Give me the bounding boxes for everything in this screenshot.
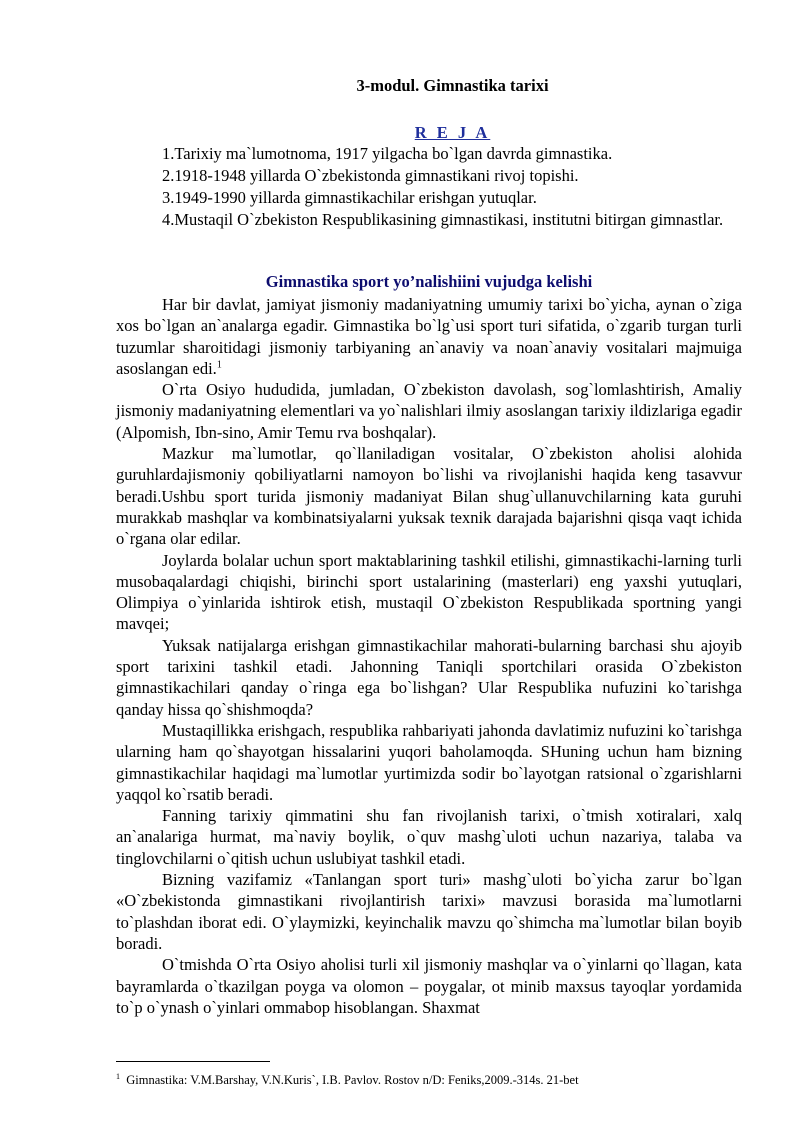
paragraph-text: Har bir davlat, jamiyat jismoniy madaniyatning umumiy tarixi bo`yicha, aynan o`ziga xos bo`lgan an`analarga egadir. Gimnastika bo`lg`usi sport turi sifatida, o`zgarib turgan turli tuzumlar sharoitidagi jismoniy tarbiyaning an`anaviy va noan`anaviy vositalari majmuiga asoslangan edi. bbox=[116, 295, 742, 378]
paragraph: Joylarda bolalar uchun sport maktablarining tashkil etilishi, gimnastikachi-larning turli musobaqalardagi chiqishi, birinchi sport ustalarining (masterlari) eng yaxshi yutuqlari, Olimpiya o`yinlarida ishtirok etish, mustaqil O`zbekiston Respublikada sportning yangi mavqei; bbox=[116, 550, 742, 634]
plan-item: 3.1949-1990 yillarda gimnastikachilar erishgan yutuqlar. bbox=[162, 188, 537, 207]
plan-item: 4.Mustaqil O`zbekiston Respublikasining gimnastikasi, institutni bitirgan gimnastlar. bbox=[162, 210, 724, 229]
module-title: 3-modul. Gimnastika tarixi bbox=[356, 76, 549, 95]
paragraph: Fanning tarixiy qimmatini shu fan rivojlanish tarixi, o`tmish xotiralari, xalq an`analariga hurmat, ma`naviy boylik, o`quv mashg`uloti uchun nazariya, talaba va tinglovchilarni o`qitish uchun uslubiyat tashkil etadi. bbox=[116, 806, 742, 868]
footnote-divider bbox=[116, 1061, 270, 1062]
paragraph: Mustaqillikka erishgach, respublika rahbariyati jahonda davlatimiz nufuzini ko`tarishga ularning ham qo`shayotgan hissalarini yuqori baholamoqda. SHuning uchun ham bizning gimnastikachilar haqidagi ma`lumotlar yurtimizda sodir bo`layotgan ratsional o`zgarishlarni yaqqol ko`rsatib beradi. bbox=[116, 720, 742, 804]
paragraph: O`rta Osiyo hududida, jumladan, O`zbekiston davolash, sog`lomlashtirish, Amaliy jismoniy madaniyatning elementlari va yo`nalishlari ilmiy asoslangan tarixiy ildizlariga egadir (Alpomish, Ibn-sino, Amir Temu rva boshqalar). bbox=[116, 380, 742, 442]
footnote-reference[interactable]: 1 bbox=[216, 359, 222, 371]
paragraph: O`tmishda O`rta Osiyo aholisi turli xil jismoniy mashqlar va o`yinlarni qo`llagan, kata bayramlarda o`tkazilgan poyga va olomon – poygalar, ot minib maxsus tayoqlar yordamida to`p o`ynash o`yinlari ommabop hisoblangan. Shaxmat bbox=[116, 955, 742, 1017]
plan-list bbox=[116, 143, 742, 231]
paragraph: Bizning vazifamiz «Tanlangan sport turi» mashg`uloti bo`yicha zarur bo`lgan «O`zbekistonda gimnastikani rivojlantirish tarixi» mavzusi borasida ma`lumotlarni to`plashdan iborat edi. O`ylaymizki, keyinchalik mavzu qo`shimcha ma`lumotlar bilan boyib boradi. bbox=[116, 870, 742, 953]
section-title: Gimnastika sport yo’nalishiini vujudga kelishi bbox=[265, 272, 593, 291]
plan-heading: R E J A bbox=[414, 123, 491, 142]
footnote bbox=[116, 1069, 742, 1088]
plan-item: 1.Tarixiy ma`lumotnoma, 1917 yilgacha bo`lgan davrda gimnastika. bbox=[162, 144, 613, 163]
paragraph: Mazkur ma`lumotlar, qo`llaniladigan vositalar, O`zbekiston aholisi alohida guruhlardajismoniy qobiliyatlarni namoyon bo`lishi va rivojlanishi haqida keng tasavvur beradi.Ushbu sport turida jismoniy madaniyat Bilan shug`ullanuvchilarning kata guruhi murakkab mashqlar va kombinatsiyalarni yuksak texnik darajada bajarishni qisqa vaqt ichida o`rgana olar edilar. bbox=[116, 444, 742, 549]
paragraph bbox=[116, 294, 742, 379]
footnote-marker: 1 bbox=[116, 1072, 120, 1081]
footnote-text: Gimnastika: V.M.Barshay, V.N.Kuris`, I.B. Pavlov. Rostov n/D: Feniks,2009.-314s. 21-bet bbox=[126, 1073, 579, 1088]
body-text bbox=[116, 294, 742, 1018]
paragraph: Yuksak natijalarga erishgan gimnastikachilar mahorati-bularning barchasi shu ajoyib sport tarixini tashkil etadi. Jahonning Taniqli sportchilari orasida O`zbekiston gimnastikachilari qanday o`ringa ega bo`lishgan? Ular Respublika nufuzini ko`tarishga qanday hissa qo`shishmoqda? bbox=[116, 635, 742, 719]
plan-item: 2.1918-1948 yillarda O`zbekistonda gimnastikani rivoj topishi. bbox=[162, 166, 579, 185]
